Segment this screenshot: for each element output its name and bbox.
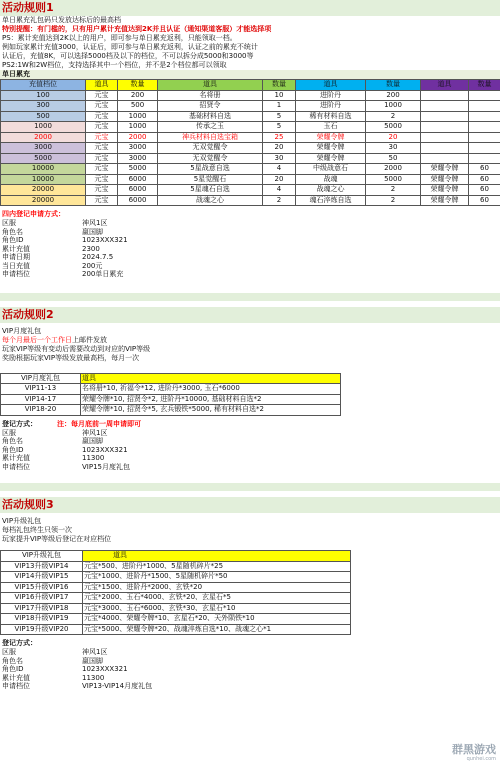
table-cell: 5000 [118, 164, 158, 175]
table-cell: 10000 [1, 174, 86, 185]
col-header: 道具 [83, 551, 351, 562]
table-cell: 20 [366, 132, 421, 143]
form-row [0, 262, 500, 271]
table-cell: 元宝 [86, 164, 118, 175]
table-cell: 玉石 [296, 122, 366, 133]
table-cell: 荣耀令牌 [421, 195, 469, 206]
table-cell: 无双觉醒令 [158, 153, 263, 164]
table-row [1, 603, 351, 614]
table-1-label: 单日累充 [0, 70, 500, 79]
table-row [1, 384, 341, 395]
section-1-rules [0, 16, 500, 70]
form-label: 角色ID [2, 236, 24, 244]
table-cell: 5星觉醒石 [158, 174, 263, 185]
rule-text-suffix: 上邮件发放 [72, 335, 107, 344]
table-cell: 20000 [1, 195, 86, 206]
table-cell: 1000 [118, 111, 158, 122]
table-cell: 魂石淬炼自选 [296, 195, 366, 206]
table-cell: 6000 [118, 174, 158, 185]
table-cell: 6000 [118, 195, 158, 206]
form-label: 区服 [2, 428, 16, 437]
form-label: 申请日期 [2, 253, 30, 261]
watermark-text: 群黑游戏 [452, 743, 496, 756]
rule-line [0, 61, 500, 70]
col-header: 数量 [263, 80, 296, 91]
form-value: 2300 [82, 244, 100, 253]
table-cell [469, 90, 500, 101]
table-cell: 5星战意自选 [158, 164, 263, 175]
table-cell: 300 [1, 101, 86, 112]
form-label: 区服 [2, 648, 16, 656]
table-cell: 无双觉醒令 [158, 143, 263, 154]
table-cell: 元宝*5000、荣耀令牌*20、战魂淬炼自选*10、战魂之心*1 [83, 624, 351, 635]
table-cell: 60 [469, 195, 500, 206]
form-value: 200单日累充 [82, 270, 124, 278]
form-value: 11300 [82, 454, 105, 462]
form-value: VIP13-VIP14月度礼包 [82, 682, 153, 690]
form-row [0, 429, 500, 438]
form-label: 申请档位 [2, 462, 30, 471]
table-cell: 2 [263, 195, 296, 206]
table-cell: 荣耀令牌 [296, 153, 366, 164]
table-cell: 元宝 [86, 195, 118, 206]
table-cell: VIP11-13 [1, 384, 81, 395]
table-cell: 元宝 [86, 90, 118, 101]
table-cell: 200 [366, 90, 421, 101]
form-value: 神风1区 [82, 219, 108, 227]
table-row [1, 582, 351, 593]
separator [0, 483, 500, 491]
form-row [0, 682, 500, 691]
table-cell [421, 90, 469, 101]
form-value: 1023XXX321 [82, 445, 128, 454]
table-cell: 3000 [118, 153, 158, 164]
table-cell: VIP18升级VIP19 [1, 614, 83, 625]
table-cell: 战魂之心 [296, 185, 366, 196]
table-cell: 进阶丹 [296, 101, 366, 112]
table-cell: 元宝*1000、进阶丹*1500、5星随机碎片*50 [83, 572, 351, 583]
form-label: 角色ID [2, 665, 24, 673]
table-row [1, 90, 500, 101]
table-row [1, 561, 351, 572]
rule-text: PS：累计充值达到2K以上的用户，即可参与单日累充返利，只能领取一档。 [2, 34, 237, 42]
table-cell: 30 [263, 153, 296, 164]
rule-text: 奖励根据玩家VIP等级发放最高档，每月一次 [2, 353, 140, 362]
table-cell: 元宝 [86, 153, 118, 164]
table-cell: VIP16升级VIP17 [1, 593, 83, 604]
table-cell: 进阶丹 [296, 90, 366, 101]
table-cell [469, 122, 500, 133]
form-label: 申请档位 [2, 682, 30, 690]
col-header: VIP月度礼包 [1, 373, 81, 384]
form-row [0, 236, 500, 245]
table-cell: 10 [263, 90, 296, 101]
form-value: 神风1区 [82, 648, 108, 656]
table-cell: 4 [263, 164, 296, 175]
table-header [1, 80, 500, 91]
table-cell: 元宝 [86, 174, 118, 185]
table-row [1, 572, 351, 583]
form-label: 角色名 [2, 437, 23, 445]
form-row [0, 219, 500, 228]
table-cell [421, 122, 469, 133]
table-cell: 6000 [118, 185, 158, 196]
section-3-title: 活动规则3 [0, 497, 500, 513]
table-cell: 战魂之心 [158, 195, 263, 206]
col-header: 数量 [118, 80, 158, 91]
rule-line [0, 52, 500, 61]
form-value: VIP15月度礼包 [82, 462, 130, 471]
form-label: 角色ID [2, 445, 24, 454]
form-row [0, 657, 500, 666]
table-cell: 荣耀令牌 [421, 185, 469, 196]
table-cell: 荣耀令牌 [296, 143, 366, 154]
form-label: 角色名 [2, 227, 23, 236]
form-value: 嬴国脚 [82, 656, 103, 665]
section-2-rules [0, 327, 500, 363]
table-cell: 荣耀令牌*10, 招贤令*5, 玄兵锻铁*5000, 稀有材料自选*2 [81, 405, 341, 416]
rule-text: 玩家VIP等级有变动后需要改动到对应的VIP等级 [2, 344, 151, 353]
rule-line [0, 535, 500, 544]
form-3-example [0, 648, 500, 691]
table-row [1, 405, 341, 416]
table-cell: 元宝*500、进阶丹*1000、5星随机碎片*25 [83, 561, 351, 572]
table-cell: 稀有材料自选 [296, 111, 366, 122]
table-cell: 50 [366, 153, 421, 164]
table-cell: 元宝 [86, 122, 118, 133]
rule-text: VIP升级礼包 [2, 517, 42, 525]
table-cell: 元宝 [86, 143, 118, 154]
table-cell: VIP17升级VIP18 [1, 603, 83, 614]
table-cell: 500 [118, 101, 158, 112]
section-3 [0, 497, 500, 691]
table-cell: 元宝*3000、玉石*6000、玄铁*30、玄星石*10 [83, 603, 351, 614]
table-cell: 3000 [1, 143, 86, 154]
table-cell: 基础材料自选 [158, 111, 263, 122]
rule-text: 每档礼包终生只领一次 [2, 526, 72, 534]
separator [0, 293, 500, 301]
table-cell [469, 101, 500, 112]
rule-text: 特别提醒：有门槛的，只有用户累计充值达到2K并且认证（通知渠道客服）才能选择项 [2, 25, 272, 33]
col-header: 道具 [86, 80, 118, 91]
rule-text: 每个月最后一个工作日 [2, 335, 72, 344]
col-header: 道具 [421, 80, 469, 91]
form-1-example [0, 219, 500, 279]
table-cell: 2 [366, 185, 421, 196]
vip-upgrade-table [0, 550, 351, 635]
table-row [1, 164, 500, 175]
table-cell: 传承之玉 [158, 122, 263, 133]
rule-line [0, 34, 500, 43]
table-cell: 战魂 [296, 174, 366, 185]
rule-line [0, 25, 500, 34]
table-cell: 60 [469, 174, 500, 185]
table-cell [469, 132, 500, 143]
form-row [0, 454, 500, 463]
col-header: 道具 [81, 373, 341, 384]
form-value: 神风1区 [82, 428, 108, 437]
table-cell: 5000 [366, 122, 421, 133]
col-header: 数量 [366, 80, 421, 91]
form-row [0, 463, 500, 472]
table-cell: VIP18-20 [1, 405, 81, 416]
form-row [0, 245, 500, 254]
table-cell: 元宝*1500、进阶丹*2000、玄铁*20 [83, 582, 351, 593]
section-2 [0, 307, 500, 472]
table-cell: 2000 [366, 164, 421, 175]
col-header: VIP升级礼包 [1, 551, 83, 562]
table-row [1, 185, 500, 196]
rule-line [0, 43, 500, 52]
table-cell: 1000 [1, 122, 86, 133]
table-cell: 20 [263, 174, 296, 185]
table-cell: 3000 [118, 143, 158, 154]
form-label: 申请档位 [2, 270, 30, 278]
section-1 [0, 0, 500, 279]
col-header: 道具 [158, 80, 263, 91]
form-value: 1023XXX321 [82, 236, 128, 244]
table-cell: 1000 [118, 122, 158, 133]
form-2-example [0, 429, 500, 472]
table-cell [421, 153, 469, 164]
table-cell: 5 [263, 111, 296, 122]
form-2-note: 注：每月底前一周申请即可 [57, 419, 142, 428]
col-header: 充值档位 [1, 80, 86, 91]
form-label: 累计充值 [2, 673, 30, 682]
rule-text: 玩家提升VIP等级后登记在对应档位 [2, 535, 112, 543]
section-1-title: 活动规则1 [0, 0, 500, 16]
watermark-sub: qunhei.com [466, 756, 496, 762]
form-1-title: 四内登记申请方式： [2, 210, 65, 218]
rule-line [0, 16, 500, 25]
rule-line [0, 354, 500, 363]
form-value: 嬴国脚 [82, 227, 103, 236]
rule-line [0, 517, 500, 526]
table-cell: VIP14升级VIP15 [1, 572, 83, 583]
table-cell: 2000 [118, 132, 158, 143]
table-cell: 1000 [366, 101, 421, 112]
rule-line [0, 345, 500, 354]
table-cell: 元宝*2000、玉石*4000、玄铁*20、玄星石*5 [83, 593, 351, 604]
table-cell: 荣耀令牌*10, 招贤令*2, 进阶丹*10000, 基础材料自选*2 [81, 394, 341, 405]
table-cell: VIP14-17 [1, 394, 81, 405]
table-cell: 名将册 [158, 90, 263, 101]
table-cell: 60 [469, 185, 500, 196]
rule-text: VIP月度礼包 [2, 326, 42, 335]
table-cell: 元宝*4000、荣耀令牌*10、玄星石*20、天外陨铁*10 [83, 614, 351, 625]
table-cell: VIP19升级VIP20 [1, 624, 83, 635]
daily-recharge-table [0, 79, 500, 206]
table-cell [469, 111, 500, 122]
form-row [0, 648, 500, 657]
table-cell [421, 111, 469, 122]
table-cell: 5星魂石自选 [158, 185, 263, 196]
table-cell: 60 [469, 164, 500, 175]
table-row [1, 101, 500, 112]
table-cell: 1 [263, 101, 296, 112]
table-cell: 荣耀令牌 [421, 174, 469, 185]
table-cell: 200 [118, 90, 158, 101]
form-2-title: 登记方式： [2, 419, 37, 428]
table-cell: VIP15升级VIP16 [1, 582, 83, 593]
table-cell [469, 153, 500, 164]
table-cell: 30 [366, 143, 421, 154]
form-label: 区服 [2, 219, 16, 227]
table-cell: 2 [366, 111, 421, 122]
rule-text: PS2:1W和2W档位，支持选择其中一个档位，并不是2个档位都可以领取 [2, 61, 227, 69]
form-label: 当日充值 [2, 261, 30, 270]
table-row [1, 143, 500, 154]
table-row [1, 122, 500, 133]
form-label: 角色名 [2, 656, 23, 665]
col-header: 数量 [469, 80, 500, 91]
form-row [0, 674, 500, 683]
table-cell: 元宝 [86, 101, 118, 112]
table-cell: 神兵材料自选宝箱 [158, 132, 263, 143]
table-cell: 元宝 [86, 111, 118, 122]
table-cell [421, 101, 469, 112]
rule-line [0, 327, 500, 336]
section-2-title: 活动规则2 [0, 307, 500, 323]
table-cell: 荣耀令牌 [296, 132, 366, 143]
table-cell: 中级战意石 [296, 164, 366, 175]
form-value: 11300 [82, 673, 105, 682]
table-cell: 20 [263, 143, 296, 154]
form-label: 累计充值 [2, 244, 30, 253]
section-3-rules [0, 517, 500, 544]
table-cell: 名将册*10, 祈福令*12, 进阶丹*3000, 玉石*6000 [81, 384, 341, 395]
table-cell: 5000 [366, 174, 421, 185]
table-cell: 10000 [1, 164, 86, 175]
table-cell: 5000 [1, 153, 86, 164]
table-cell [421, 132, 469, 143]
form-row [0, 253, 500, 262]
table-row [1, 153, 500, 164]
table-cell: 20000 [1, 185, 86, 196]
form-value: 嬴国脚 [82, 437, 103, 445]
table-cell: 招贤令 [158, 101, 263, 112]
rule-line [0, 526, 500, 535]
form-value: 2024.7.5 [82, 253, 114, 261]
form-label: 累计充值 [2, 454, 30, 462]
table-cell: VIP13升级VIP14 [1, 561, 83, 572]
table-row [1, 174, 500, 185]
table-cell [421, 143, 469, 154]
table-cell: 4 [263, 185, 296, 196]
form-row [0, 270, 500, 279]
table-row [1, 111, 500, 122]
table-cell: 元宝 [86, 132, 118, 143]
vip-monthly-table [0, 373, 341, 416]
table-cell: 500 [1, 111, 86, 122]
form-3-title: 登记方式： [2, 639, 37, 647]
table-cell: 25 [263, 132, 296, 143]
table-row [1, 593, 351, 604]
rule-text: 认证后，充值8K，可以选择5000档及以下的档位，不可以拆分成5000和3000等 [2, 52, 254, 60]
rule-text: 单日累充礼包码只发放达标后的最高档 [2, 16, 121, 24]
table-row [1, 614, 351, 625]
table-row [1, 624, 351, 635]
table-row [1, 394, 341, 405]
table-cell: 2 [366, 195, 421, 206]
table-cell: 荣耀令牌 [421, 164, 469, 175]
col-header: 道具 [296, 80, 366, 91]
site-watermark-logo [432, 744, 496, 762]
table-cell: 元宝 [86, 185, 118, 196]
table-cell: 5 [263, 122, 296, 133]
form-value: 1023XXX321 [82, 665, 128, 673]
table-row [1, 195, 500, 206]
rule-text: 例如玩家累计充值3000，认证后，即可参与单日累充返利，认证之前的累充不统计 [2, 43, 258, 51]
rule-line [0, 336, 500, 345]
form-row [0, 446, 500, 455]
table-cell: 2000 [1, 132, 86, 143]
table-cell [469, 143, 500, 154]
form-row [0, 228, 500, 237]
table-row [1, 132, 500, 143]
form-row [0, 437, 500, 446]
table-cell: 100 [1, 90, 86, 101]
form-row [0, 665, 500, 674]
form-value: 200元 [82, 261, 103, 270]
